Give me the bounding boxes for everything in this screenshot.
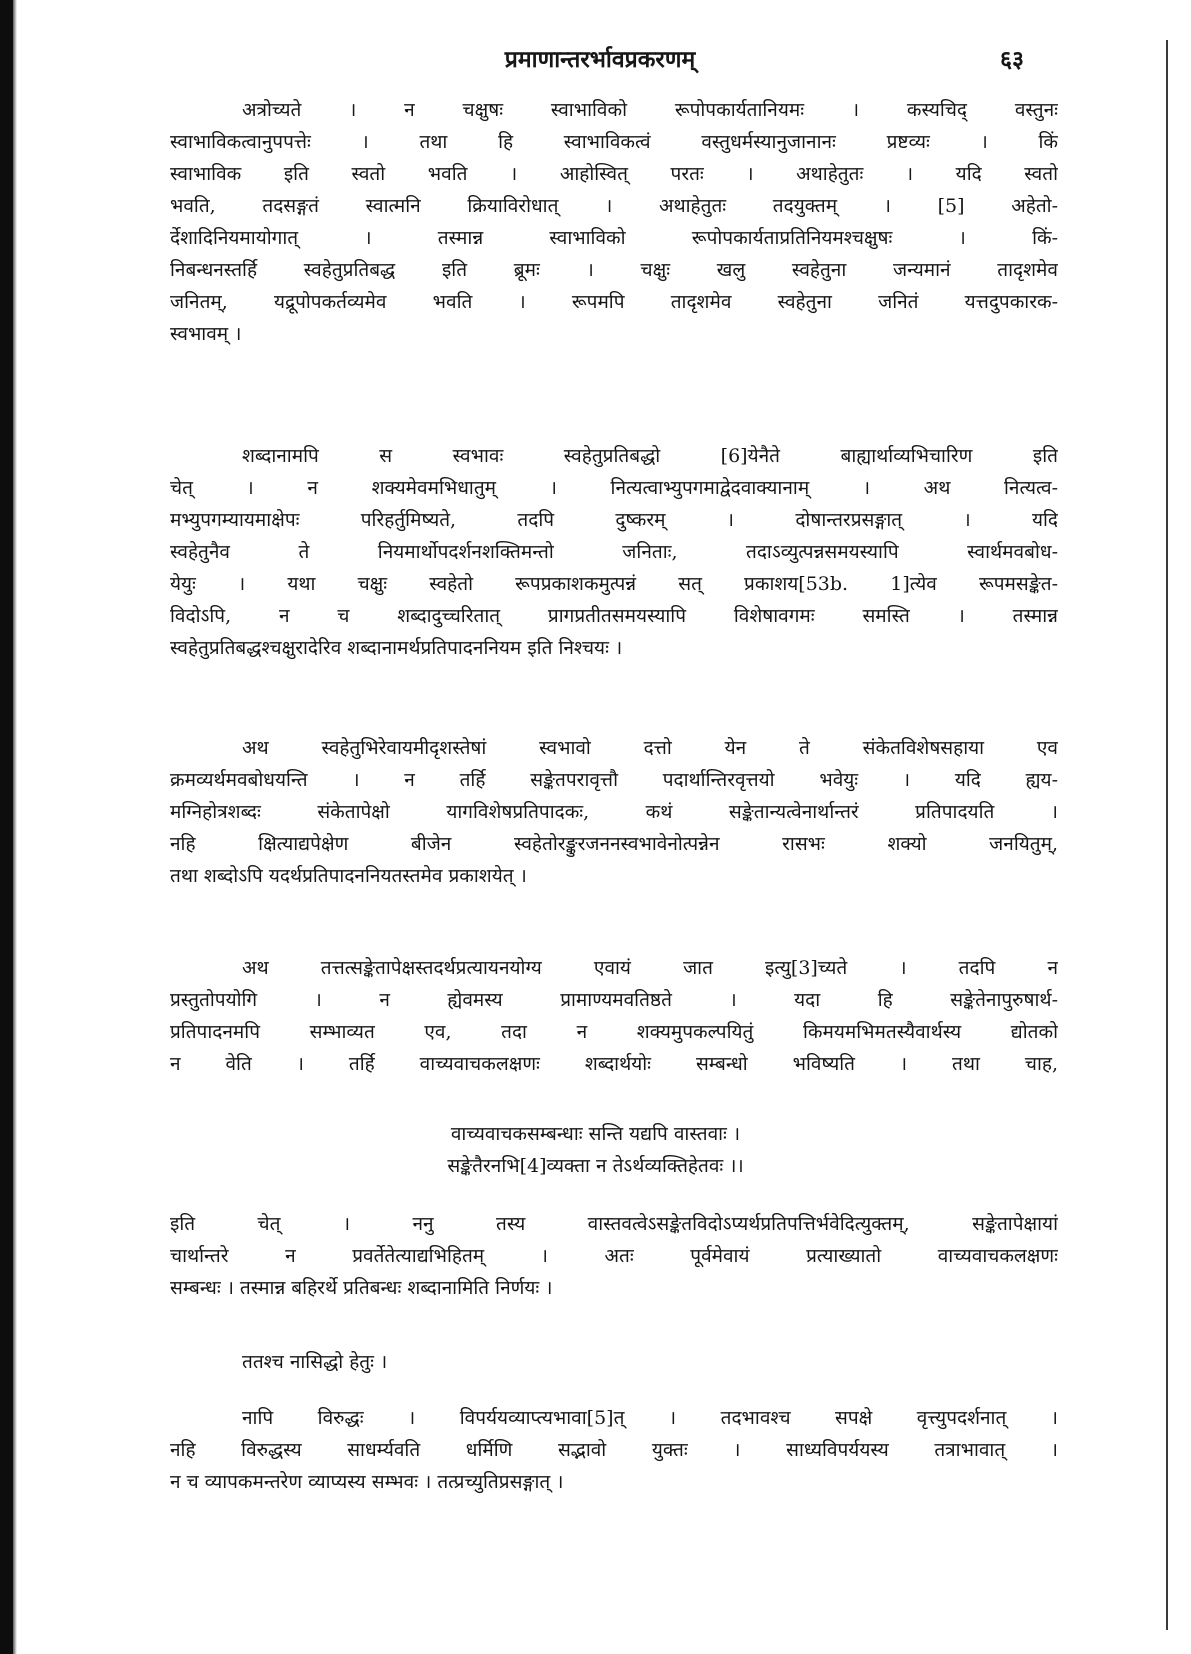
text-line: स्वहेतुनैव ते नियमार्थोपदर्शनशक्तिमन्तो जनिताः, तदाऽव्युत्पन्नसमयस्यापि स्वार्थमवबोध- — [170, 541, 1058, 563]
paragraph-4 — [170, 952, 1058, 1080]
paragraph-1 — [170, 94, 1058, 350]
paragraph-7 — [170, 1402, 1058, 1498]
text-line: प्रतिपादनमपि सम्भाव्यत एव, तदा न शक्यमुपकल्पयितुं किमयमभिमतस्यैवार्थस्य द्योतको — [170, 1021, 1058, 1043]
text-line: ततश्च नासिद्धो हेतुः । — [242, 1351, 388, 1373]
text-line: नहि क्षित्याद्यपेक्षेण बीजेन स्वहेतोरङ्कुरजननस्वभावेनोत्पन्नेन रासभः शक्यो जनयितुम्, — [170, 833, 1058, 855]
page-number: ६३ — [1000, 46, 1024, 73]
paragraph-6 — [170, 1346, 1058, 1378]
text-line: स्वाभाविकत्वानुपपत्तेः । तथा हि स्वाभाविकत्वं वस्तुधर्मस्यानुजानानः प्रष्टव्यः । किं — [170, 131, 1058, 153]
page-right-edge-line — [1166, 40, 1168, 1630]
text-line: मभ्युपगम्यायमाक्षेपः परिहर्तुमिष्यते, तदपि दुष्करम् । दोषान्तरप्रसङ्गात् । यदि — [170, 509, 1058, 531]
running-title: प्रमाणान्तरर्भावप्रकरणम् — [504, 46, 696, 73]
text-line: क्रमव्यर्थमवबोधयन्ति । न तर्हि सङ्केतपरावृत्तौ पदार्थान्तिरवृत्तयो भवेयुः । यदि ह्यय- — [170, 769, 1058, 791]
text-line: निबन्धनस्तर्हि स्वहेतुप्रतिबद्ध इति ब्रूमः । चक्षुः खलु स्वहेतुना जन्यमानं तादृशमेव — [170, 259, 1058, 281]
text-line: चार्थान्तरे न प्रवर्तेतेत्याद्यभिहितम् । अतः पूर्वमेवायं प्रत्याख्यातो वाच्यवाचकलक्षणः — [170, 1245, 1058, 1267]
text-line: अत्रोच्यते । न चक्षुषः स्वाभाविको रूपोपकार्यतानियमः । कस्यचिद् वस्तुनः — [242, 99, 1058, 121]
text-line: शब्दानामपि स स्वभावः स्वहेतुप्रतिबद्धो [6]येनैते बाह्यार्थाव्यभिचारिण इति — [242, 445, 1058, 467]
verse-block — [0, 1118, 1191, 1182]
paragraph-2 — [170, 440, 1058, 664]
text-line: येयुः । यथा चक्षुः स्वहेतो रूपप्रकाशकमुत्पन्नं सत् प्रकाशय[53b. 1]त्येव रूपमसङ्केत- — [170, 573, 1058, 595]
text-line: सम्बन्धः । तस्मान्न बहिरर्थे प्रतिबन्धः शब्दानामिति निर्णयः । — [170, 1277, 553, 1299]
text-line: स्वहेतुप्रतिबद्धश्चक्षुरादेरिव शब्दानामर्थप्रतिपादननियम इति निश्चयः । — [170, 637, 623, 659]
text-line: जनितम्, यद्रूपोपकर्तव्यमेव भवति । रूपमपि तादृशमेव स्वहेतुना जनितं यत्तदुपकारक- — [170, 291, 1058, 313]
paragraph-3 — [170, 732, 1058, 892]
text-line: न च व्यापकमन्तरेण व्याप्यस्य सम्भवः । तत्प्रच्युतिप्रसङ्गात् । — [170, 1471, 564, 1493]
text-line: विदोऽपि, न च शब्दादुच्चरितात् प्रागप्रतीतसमयस्यापि विशेषावगमः समस्ति । तस्मान्न — [170, 605, 1058, 627]
text-line: र्देशादिनियमायोगात् । तस्मान्न स्वाभाविको रूपोपकार्यताप्रतिनियमश्चक्षुषः । किं- — [170, 227, 1058, 249]
text-line: चेत् । न शक्यमेवमभिधातुम् । नित्यत्वाभ्युपगमाद्वेदवाक्यानाम् । अथ नित्यत्व- — [170, 477, 1058, 499]
text-line: अथ स्वहेतुभिरेवायमीदृशस्तेषां स्वभावो दत्तो येन ते संकेतविशेषसहाया एव — [242, 737, 1058, 759]
verse-line: सङ्केतैरनभि[4]व्यक्ता न तेऽर्थव्यक्तिहेतवः ।। — [447, 1155, 744, 1177]
text-line: स्वभावम् । — [170, 323, 242, 345]
text-line: तथा शब्दोऽपि यदर्थप्रतिपादननियतस्तमेव प्रकाशयेत् । — [170, 865, 527, 887]
text-line: भवति, तदसङ्गतं स्वात्मनि क्रियाविरोधात् । अथाहेतुतः तदयुक्तम् । [5] अहेतो- — [170, 195, 1058, 217]
scan-edge-gradient — [13, 0, 17, 1654]
text-line: प्रस्तुतोपयोगि । न ह्येवमस्य प्रामाण्यमवतिष्ठते । यदा हि सङ्केतेनापुरुषार्थ- — [170, 989, 1058, 1011]
text-line: न वेति । तर्हि वाच्यवाचकलक्षणः शब्दार्थयोः सम्बन्धो भविष्यति । तथा चाह, — [170, 1053, 1058, 1075]
text-line: इति चेत् । ननु तस्य वास्तवत्वेऽसङ्केतविदोऽप्यर्थप्रतिपत्तिर्भवेदित्युक्तम्, सङ्केतापेक्षायां — [170, 1213, 1058, 1235]
text-line: नहि विरुद्धस्य साधर्म्यवति धर्मिणि सद्भावो युक्तः । साध्यविपर्ययस्य तत्राभावात् । — [170, 1439, 1058, 1461]
verse-line: वाच्यवाचकसम्बन्धाः सन्ति यद्यपि वास्तवाः । — [450, 1123, 741, 1145]
text-line: स्वाभाविक इति स्वतो भवति । आहोस्वित् परतः । अथाहेतुतः । यदि स्वतो — [170, 163, 1058, 185]
paragraph-5 — [170, 1208, 1058, 1304]
text-line: अथ तत्तत्सङ्केतापेक्षस्तदर्थप्रत्यायनयोग्य एवायं जात इत्यु[3]च्यते । तदपि न — [242, 957, 1058, 979]
text-line: नापि विरुद्धः । विपर्ययव्याप्त्यभावा[5]त् । तदभावश्च सपक्षे वृत्त्युपदर्शनात् । — [242, 1407, 1058, 1429]
scan-edge-shadow — [0, 0, 13, 1654]
text-line: मग्निहोत्रशब्दः संकेतापेक्षो यागविशेषप्रतिपादकः, कथं सङ्केतान्यत्वेनार्थान्तरं प्रतिपादयति । — [170, 801, 1058, 823]
